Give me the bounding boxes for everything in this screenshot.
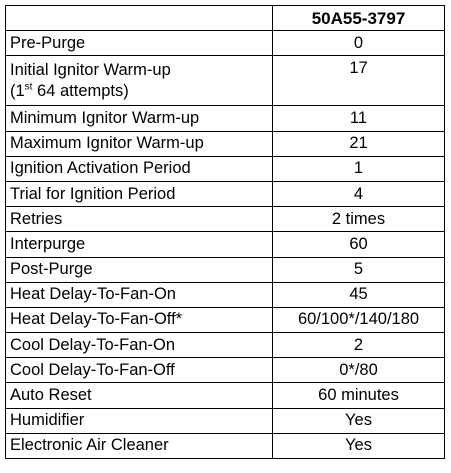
row-label-line1: Initial Ignitor Warm-up [10,60,171,79]
row-value: 0*/80 [273,358,445,383]
row-label: Post-Purge [6,257,273,282]
row-label: Retries [6,207,273,232]
row-value: 11 [273,106,445,131]
row-label: Heat Delay-To-Fan-On [6,282,273,307]
row-value: 2 times [273,207,445,232]
row-value: 1 [273,156,445,181]
row-label [6,56,273,106]
row-value: 60/100*/140/180 [273,307,445,332]
row-label: Trial for Ignition Period [6,181,273,206]
row-label: Electronic Air Cleaner [6,433,273,458]
row-label-line2-suffix: 64 attempts) [32,81,129,100]
row-label: Cool Delay-To-Fan-On [6,333,273,358]
row-value: 17 [273,56,445,106]
header-label-cell [6,6,273,31]
row-value: 45 [273,282,445,307]
table-row [6,207,445,232]
table-row [6,257,445,282]
table-row [6,358,445,383]
table-row [6,333,445,358]
row-label: Pre-Purge [6,31,273,56]
table-row [6,131,445,156]
table-row [6,56,445,106]
specification-table [5,5,445,459]
header-row [6,6,445,31]
row-value: 5 [273,257,445,282]
row-label: Cool Delay-To-Fan-Off [6,358,273,383]
row-label: Ignition Activation Period [6,156,273,181]
table-row [6,232,445,257]
row-label: Auto Reset [6,383,273,408]
row-label: Humidifier [6,408,273,433]
row-value: 0 [273,31,445,56]
row-value: 4 [273,181,445,206]
table-row [6,433,445,458]
row-value: Yes [273,408,445,433]
ordinal-superscript: st [24,81,33,93]
table-row [6,181,445,206]
row-value: 60 minutes [273,383,445,408]
row-label: Interpurge [6,232,273,257]
row-label: Heat Delay-To-Fan-Off* [6,307,273,332]
table-row [6,31,445,56]
row-value: Yes [273,433,445,458]
row-label: Minimum Ignitor Warm-up [6,106,273,131]
row-value: 2 [273,333,445,358]
row-value: 60 [273,232,445,257]
model-number-header: 50A55-3797 [273,6,445,31]
table-row [6,408,445,433]
row-value: 21 [273,131,445,156]
table-row [6,156,445,181]
row-label: Maximum Ignitor Warm-up [6,131,273,156]
table-row [6,106,445,131]
row-label-line2-prefix: (1 [10,81,25,100]
table-row [6,383,445,408]
table-row [6,282,445,307]
table-row [6,307,445,332]
